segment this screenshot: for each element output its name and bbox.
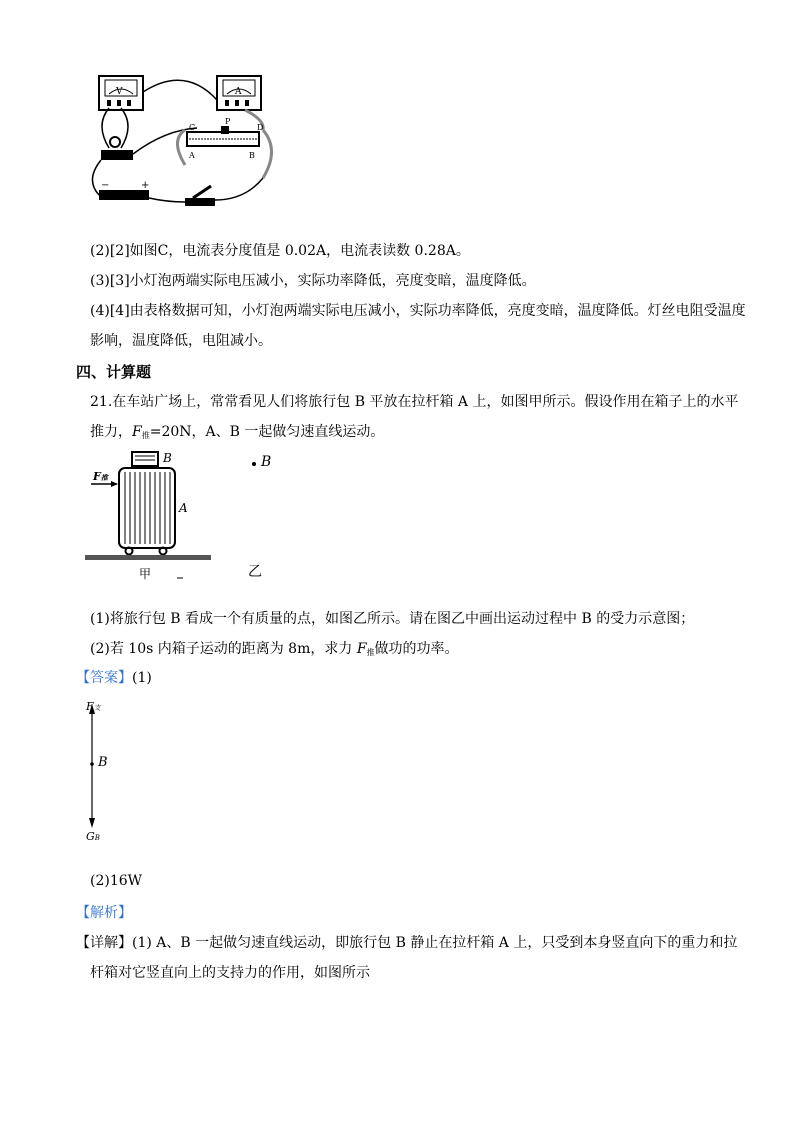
question-21-sub2: (2)若 10s 内箱子运动的距离为 8m，求力 $F_推$做功的功率。: [90, 641, 459, 657]
figure-yi-caption: 乙: [248, 564, 262, 580]
analysis-tag: 【解析】: [76, 905, 132, 921]
detail-line1: 【详解】(1) A、B 一起做匀速直线运动，即旅行包 B 静止在拉杆箱 A 上，只受到本身竖直向下的重力和拉: [76, 935, 738, 951]
force-diagram: [80, 696, 140, 846]
answer-line-2: (2)[2]如图C，电流表分度值是 0.02A，电流表读数 0.28A。: [90, 243, 470, 259]
circuit-figure: [85, 70, 285, 215]
svg-text:F推: F推: [93, 470, 108, 483]
answer-line-4b: 影响，温度降低，电阻减小。: [90, 333, 272, 349]
figure-yi-point-dot: [252, 462, 256, 466]
question-21-line1: 21.在车站广场上，常常看见人们将旅行包 B 平放在拉杆箱 A 上，如图甲所示。假设作用在箱子上的水平: [90, 394, 739, 410]
section-heading: 四、计算题: [76, 363, 152, 381]
svg-text:B: B: [249, 151, 255, 160]
svg-text:GB: GB: [86, 830, 100, 843]
svg-text:D: D: [257, 123, 264, 132]
answer-tag: 【答案】: [76, 670, 132, 686]
answer-line-4a: (4)[4]由表格数据可知，小灯泡两端实际电压减小，实际功率降低，亮度变暗，温度降低。灯丝电阻受温度: [90, 303, 746, 319]
question-21-line2: 推力，$F_推=20N$，A、B 一起做匀速直线运动。: [90, 424, 385, 440]
figure-yi-point-label: B: [261, 454, 272, 470]
svg-text:甲: 甲: [139, 567, 152, 581]
svg-text:A: A: [189, 151, 195, 160]
svg-text:F支: F支: [86, 700, 101, 713]
answer-part2: (2)16W: [90, 873, 143, 889]
svg-text:−: −: [101, 180, 110, 191]
question-21-sub1: (1)将旅行包 B 看成一个有质量的点，如图乙所示。请在图乙中画出运动过程中 B 的受力示意图；: [90, 611, 695, 627]
svg-text:P: P: [225, 117, 231, 126]
figure-jia: [85, 450, 215, 582]
svg-text:B: B: [163, 451, 172, 465]
svg-text:B: B: [98, 755, 108, 770]
svg-text:+: +: [141, 180, 150, 191]
svg-text:A: A: [179, 501, 188, 515]
svg-text:C: C: [189, 123, 196, 132]
answer-line-3: (3)[3]小灯泡两端实际电压减小，实际功率降低，亮度变暗，温度降低。: [90, 273, 536, 289]
svg-text:A: A: [235, 87, 242, 97]
svg-text:V: V: [116, 87, 123, 97]
answer-line: 【答案】(1): [76, 670, 152, 686]
detail-line2: 杆箱对它竖直向上的支持力的作用，如图所示: [90, 965, 370, 981]
